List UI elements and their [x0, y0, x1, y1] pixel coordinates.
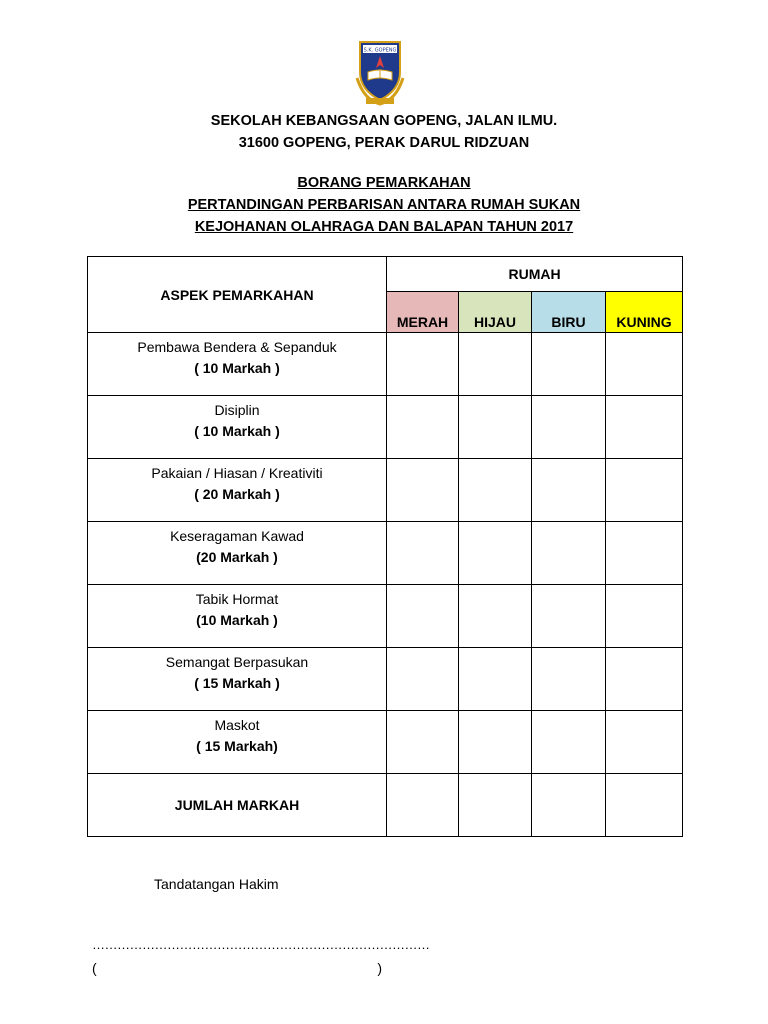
- form-subtitle-2: [0, 216, 768, 238]
- score-cell-biru[interactable]: [532, 585, 606, 648]
- scoring-table: [87, 256, 683, 837]
- score-cell-hijau[interactable]: [459, 585, 532, 648]
- form-subtitle-1: [0, 194, 768, 216]
- aspect-name: Maskot: [214, 717, 260, 733]
- house-merah: MERAH: [387, 292, 459, 333]
- aspect-name: Semangat Berpasukan: [165, 654, 309, 670]
- total-label: JUMLAH MARKAH: [88, 774, 387, 837]
- aspect-marks: ( 15 Markah ): [194, 675, 280, 691]
- score-cell-hijau[interactable]: [459, 648, 532, 711]
- aspect-name: Disiplin: [214, 402, 260, 418]
- house-biru: BIRU: [532, 292, 606, 333]
- table-row: [88, 585, 683, 648]
- total-cell-biru[interactable]: [532, 774, 606, 837]
- form-title-text: BORANG PEMARKAHAN: [297, 175, 471, 191]
- score-cell-biru[interactable]: [532, 396, 606, 459]
- aspect-marks: ( 10 Markah ): [194, 423, 280, 439]
- aspect-cell: [88, 711, 387, 774]
- aspect-marks: ( 20 Markah ): [194, 486, 280, 502]
- score-cell-kuning[interactable]: [606, 333, 683, 396]
- aspect-cell: [88, 396, 387, 459]
- score-cell-kuning[interactable]: [606, 648, 683, 711]
- total-row: [88, 774, 683, 837]
- aspect-cell: [88, 459, 387, 522]
- school-name: SEKOLAH KEBANGSAAN GOPENG, JALAN ILMU.: [210, 113, 558, 129]
- aspect-cell: [88, 333, 387, 396]
- aspect-marks: ( 10 Markah ): [194, 360, 280, 376]
- aspect-marks: (10 Markah ): [196, 612, 278, 628]
- aspect-marks: (20 Markah ): [196, 549, 278, 565]
- table-row: [88, 522, 683, 585]
- score-cell-kuning[interactable]: [606, 459, 683, 522]
- score-cell-merah[interactable]: [387, 711, 459, 774]
- aspect-cell: [88, 585, 387, 648]
- form-title: [0, 172, 768, 194]
- signature-line[interactable]: ………………………………………………………………………: [92, 937, 430, 952]
- aspect-cell: [88, 522, 387, 585]
- score-cell-biru[interactable]: [532, 459, 606, 522]
- house-kuning: KUNING: [606, 292, 683, 333]
- school-crest-logo: [354, 38, 406, 108]
- score-cell-merah[interactable]: [387, 522, 459, 585]
- aspect-marks: ( 15 Markah): [196, 738, 278, 754]
- aspect-name: Pembawa Bendera & Sepanduk: [137, 339, 337, 355]
- score-cell-kuning[interactable]: [606, 585, 683, 648]
- score-cell-merah[interactable]: [387, 459, 459, 522]
- house-hijau: HIJAU: [459, 292, 532, 333]
- aspect-name: Keseragaman Kawad: [170, 528, 304, 544]
- aspect-header: ASPEK PEMARKAHAN: [88, 257, 387, 333]
- score-cell-biru[interactable]: [532, 648, 606, 711]
- total-cell-hijau[interactable]: [459, 774, 532, 837]
- aspect-name: Tabik Hormat: [195, 591, 279, 607]
- score-cell-hijau[interactable]: [459, 396, 532, 459]
- score-cell-merah[interactable]: [387, 396, 459, 459]
- table-row: [88, 648, 683, 711]
- total-cell-merah[interactable]: [387, 774, 459, 837]
- score-cell-biru[interactable]: [532, 333, 606, 396]
- judge-signature-label: Tandatangan Hakim: [154, 876, 279, 892]
- school-address: 31600 GOPENG, PERAK DARUL RIDZUAN: [238, 135, 530, 151]
- close-paren: ): [377, 960, 382, 976]
- rumah-header: RUMAH: [387, 257, 683, 292]
- table-header-row: [88, 257, 683, 292]
- table-row: [88, 711, 683, 774]
- score-cell-hijau[interactable]: [459, 333, 532, 396]
- score-cell-biru[interactable]: [532, 522, 606, 585]
- score-cell-hijau[interactable]: [459, 711, 532, 774]
- score-cell-merah[interactable]: [387, 333, 459, 396]
- aspect-name: Pakaian / Hiasan / Kreativiti: [151, 465, 323, 481]
- score-cell-kuning[interactable]: [606, 522, 683, 585]
- score-cell-kuning[interactable]: [606, 711, 683, 774]
- score-cell-merah[interactable]: [387, 648, 459, 711]
- form-subtitle-1-text: PERTANDINGAN PERBARISAN ANTARA RUMAH SUKAN: [187, 197, 581, 213]
- score-cell-kuning[interactable]: [606, 396, 683, 459]
- total-cell-kuning[interactable]: [606, 774, 683, 837]
- table-row: [88, 459, 683, 522]
- open-paren: (: [92, 960, 97, 976]
- score-cell-hijau[interactable]: [459, 522, 532, 585]
- score-cell-hijau[interactable]: [459, 459, 532, 522]
- form-subtitle-2-text: KEJOHANAN OLAHRAGA DAN BALAPAN TAHUN 2017: [194, 219, 574, 235]
- aspect-cell: [88, 648, 387, 711]
- table-row: [88, 333, 683, 396]
- score-cell-biru[interactable]: [532, 711, 606, 774]
- score-cell-merah[interactable]: [387, 585, 459, 648]
- table-row: [88, 396, 683, 459]
- logo-text: S.K. GOPENG: [363, 47, 397, 54]
